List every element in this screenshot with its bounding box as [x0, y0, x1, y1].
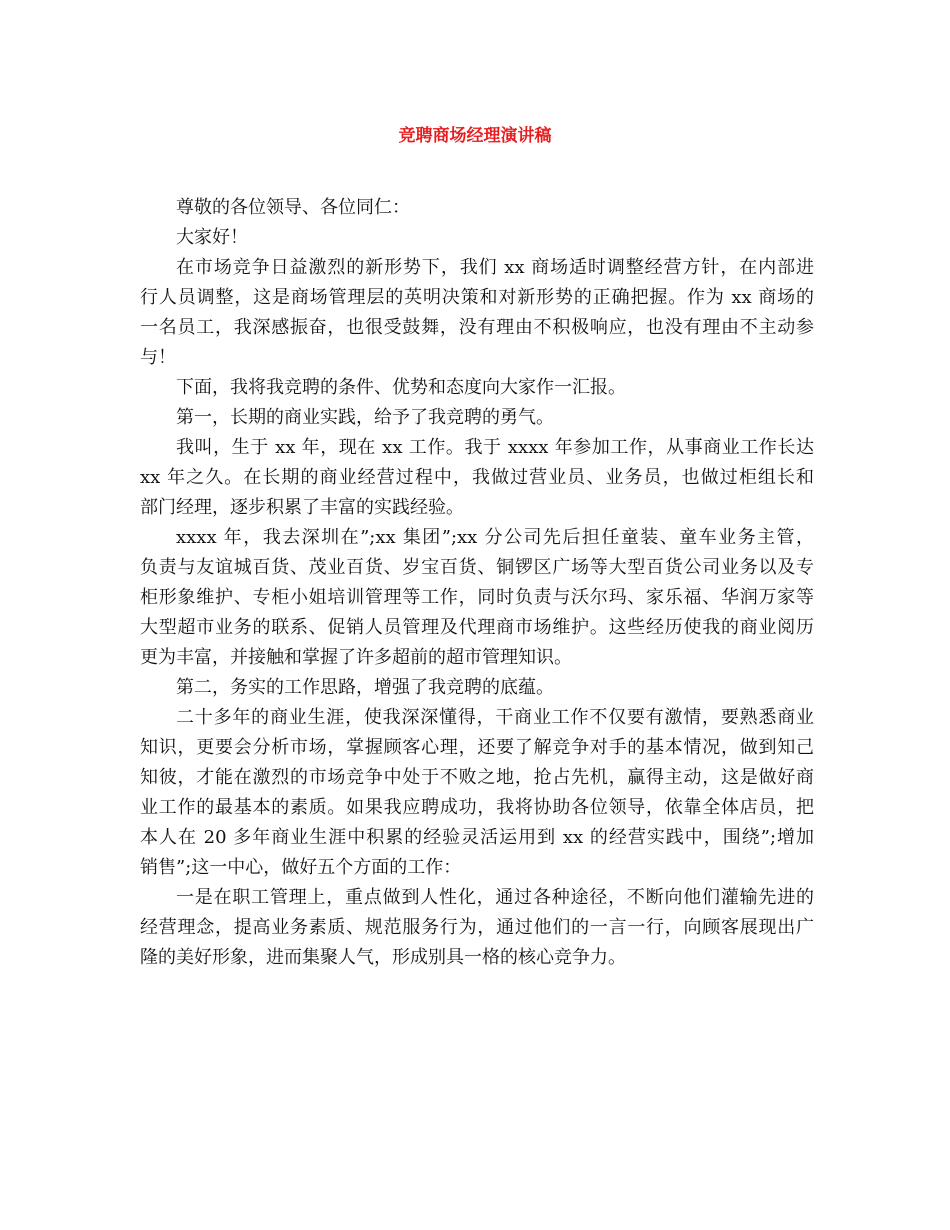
paragraph-line: 知识，更要会分析市场，掌握顾客心理，还要了解竞争对手的基本情况，做到知己	[140, 737, 814, 758]
paragraph-line: 柜形象维护、专柜小姐培训管理等工作，同时负责与沃尔玛、家乐福、华润万家等	[140, 587, 814, 608]
paragraph-line: 部门经理，逐步积累了丰富的实践经验。	[140, 497, 464, 518]
paragraph-line: 二十多年的商业生涯，使我深深懂得，干商业工作不仅要有激情，要熟悉商业	[176, 707, 814, 728]
paragraph	[140, 433, 814, 523]
paragraph-line: 大家好！	[176, 227, 248, 248]
paragraph	[140, 703, 814, 883]
paragraph-line: 第一，长期的商业实践，给予了我竞聘的勇气。	[176, 407, 554, 428]
paragraph-line: 与！	[140, 347, 176, 368]
document-body	[140, 193, 814, 973]
paragraph-line: 负责与友谊城百货、茂业百货、岁宝百货、铜锣区广场等大型百货公司业务以及专	[140, 557, 814, 578]
paragraph	[140, 373, 814, 403]
paragraph-line: 更为丰富，并接触和掌握了许多超前的超市管理知识。	[140, 647, 572, 668]
paragraph	[140, 253, 814, 373]
paragraph	[140, 403, 814, 433]
paragraph-line: xxxx 年，我去深圳在”;xx 集团”;xx 分公司先后担任童装、童车业务主管，	[176, 527, 814, 548]
paragraph-line: 行人员调整，这是商场管理层的英明决策和对新形势的正确把握。作为 xx 商场的	[140, 287, 814, 308]
paragraph-line: 一是在职工管理上，重点做到人性化，通过各种途径，不断向他们灌输先进的	[176, 887, 814, 908]
paragraph-line: 一名员工，我深感振奋，也很受鼓舞，没有理由不积极响应，也没有理由不主动参	[140, 317, 814, 338]
paragraph	[140, 523, 814, 673]
paragraph-line: xx 年之久。在长期的商业经营过程中，我做过营业员、业务员，也做过柜组长和	[140, 467, 814, 488]
document-title: 竞聘商场经理演讲稿	[398, 126, 552, 146]
paragraph-line: 知彼，才能在激烈的市场竞争中处于不败之地，抢占先机，赢得主动，这是做好商	[140, 767, 814, 788]
paragraph	[140, 883, 814, 973]
paragraph-line: 销售”;这一中心，做好五个方面的工作：	[140, 857, 462, 878]
paragraph	[140, 193, 814, 223]
paragraph-line: 隆的美好形象，进而集聚人气，形成别具一格的核心竞争力。	[140, 947, 626, 968]
paragraph-line: 在市场竞争日益激烈的新形势下，我们 xx 商场适时调整经营方针，在内部进	[176, 257, 814, 278]
paragraph-line: 经营理念，提高业务素质、规范服务行为，通过他们的一言一行，向顾客展现出广	[140, 917, 814, 938]
paragraph	[140, 223, 814, 253]
paragraph-line: 下面，我将我竞聘的条件、优势和态度向大家作一汇报。	[176, 377, 626, 398]
paragraph-line: 我叫，生于 xx 年，现在 xx 工作。我于 xxxx 年参加工作，从事商业工作长达	[176, 437, 814, 458]
paragraph-line: 大型超市业务的联系、促销人员管理及代理商市场维护。这些经历使我的商业阅历	[140, 617, 814, 638]
paragraph-line: 尊敬的各位领导、各位同仁：	[176, 197, 410, 218]
paragraph-line: 第二，务实的工作思路，增强了我竞聘的底蕴。	[176, 677, 554, 698]
paragraph-line: 业工作的最基本的素质。如果我应聘成功，我将协助各位领导，依靠全体店员，把	[140, 797, 814, 818]
paragraph-line: 本人在 20 多年商业生涯中积累的经验灵活运用到 xx 的经营实践中，围绕”;增加	[140, 827, 814, 848]
paragraph	[140, 673, 814, 703]
